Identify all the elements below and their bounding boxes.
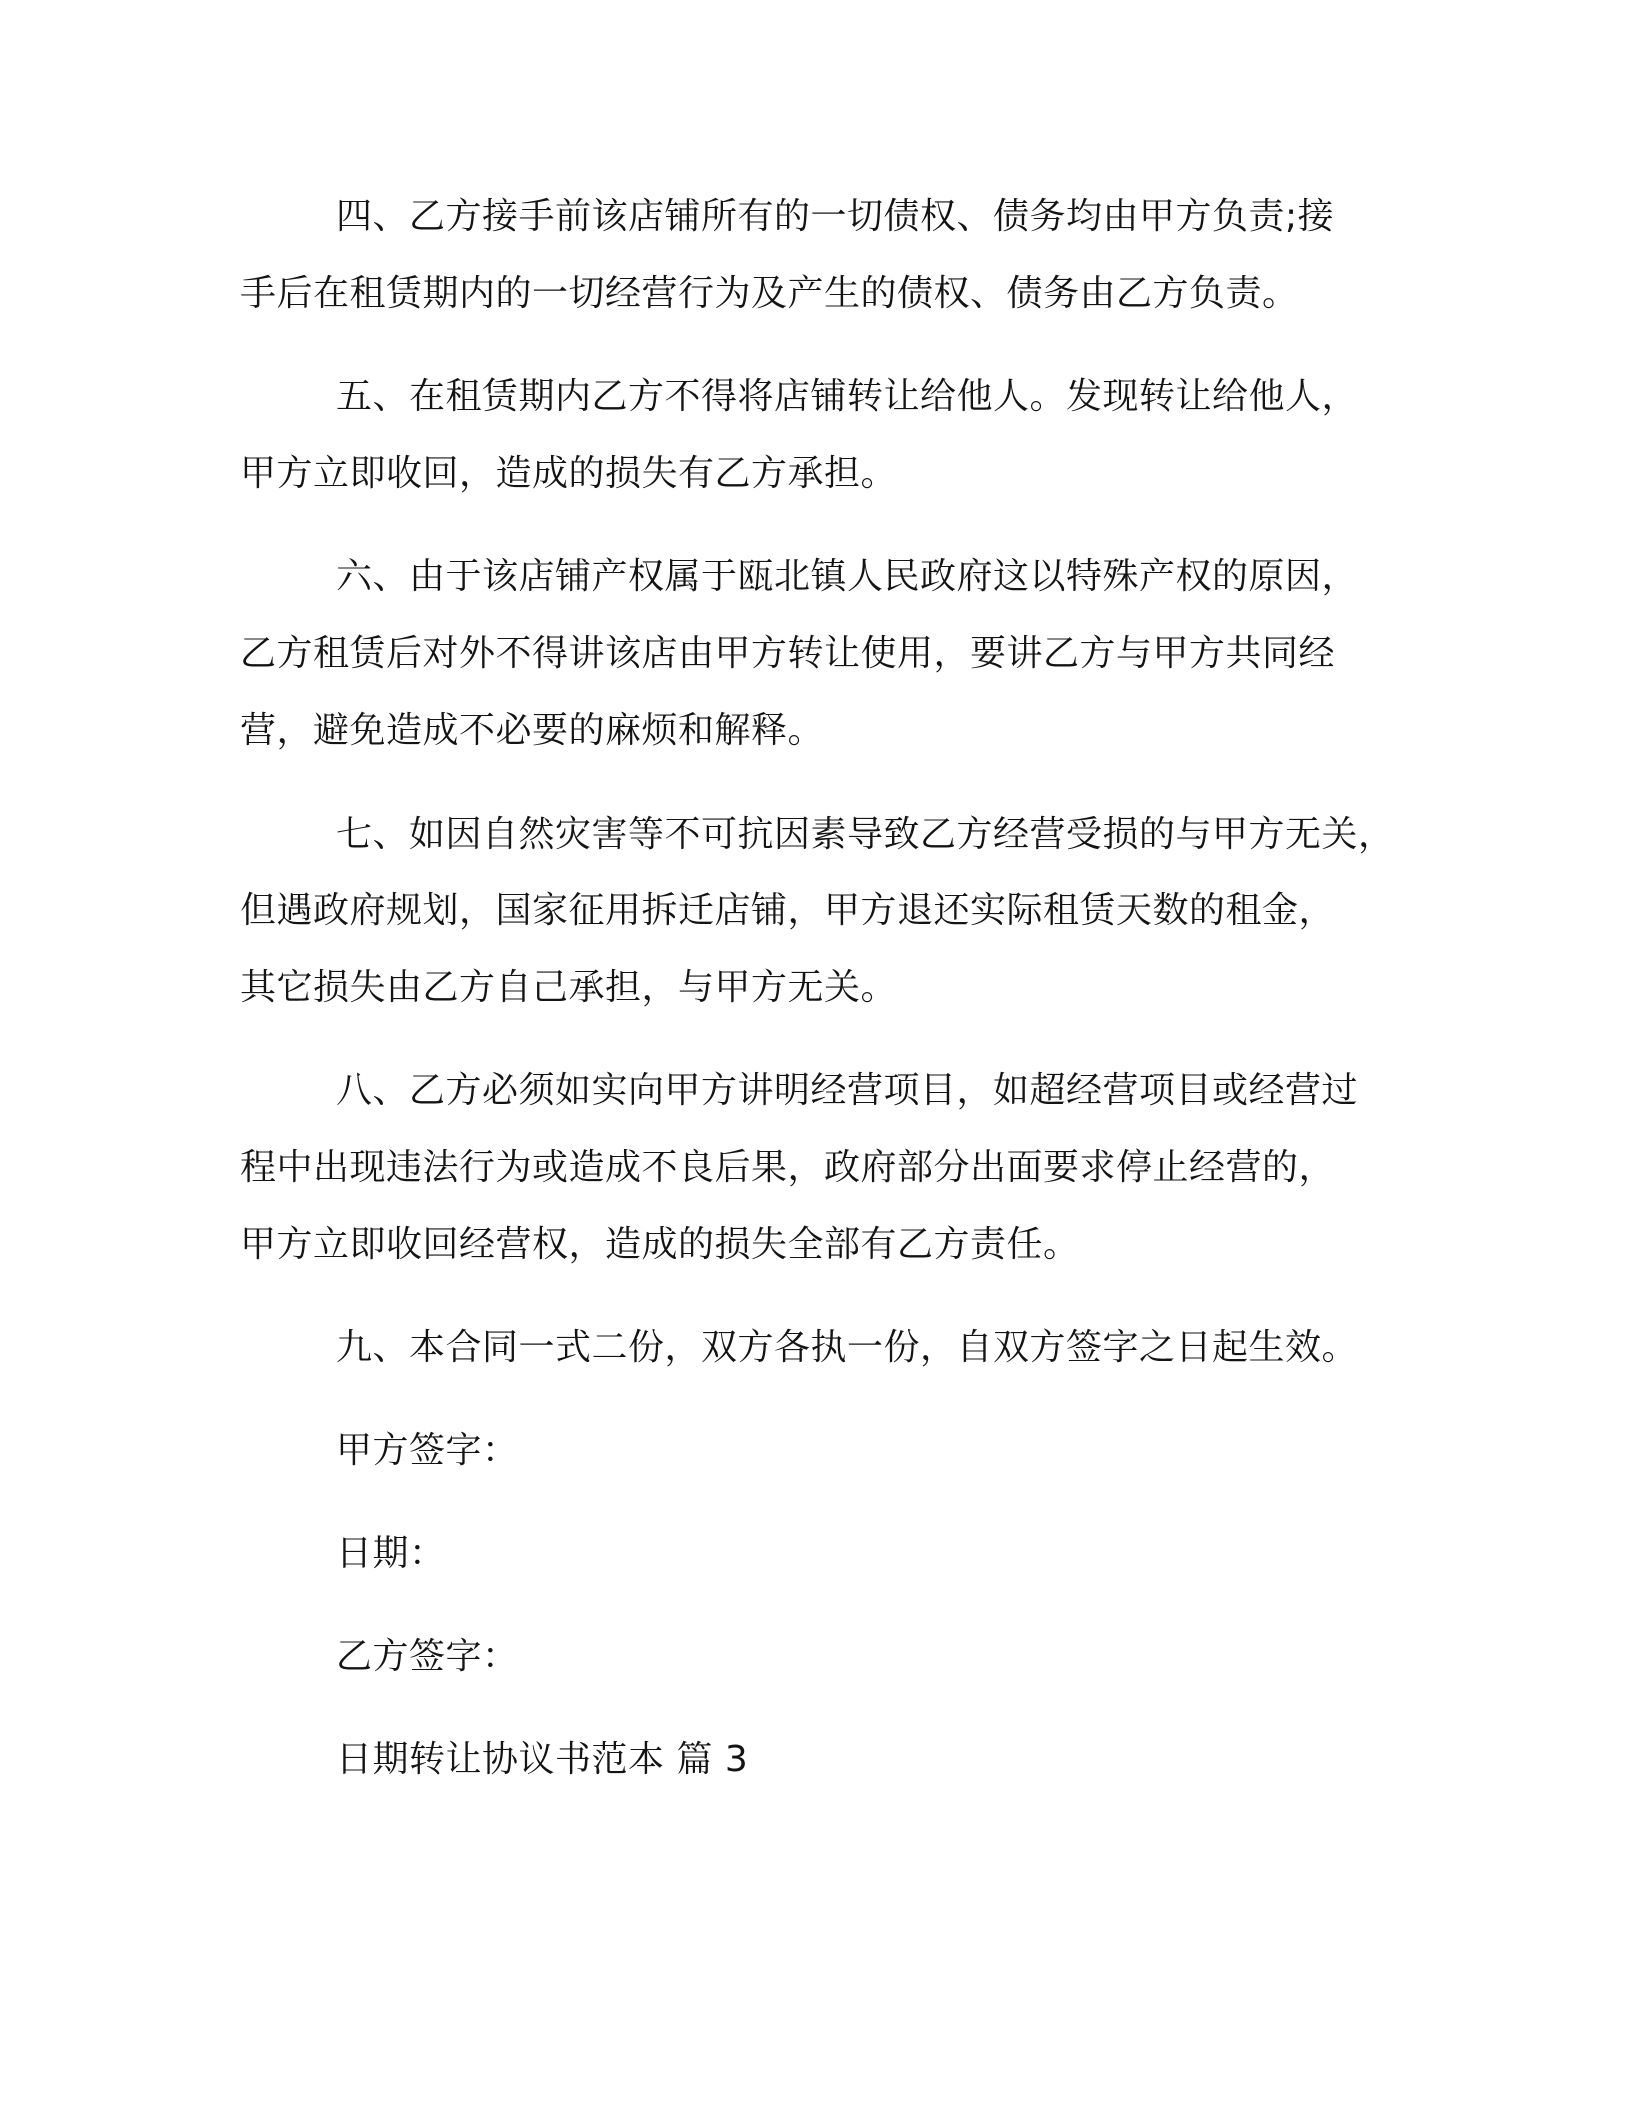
clause-6-line-1: 六、由于该店铺产权属于瓯北镇人民政府这以特殊产权的原因， [336,556,1359,597]
section-title: 日期转让协议书范本 篇 3 [336,1739,749,1780]
clause-4-line-2: 手后在租赁期内的一切经营行为及产生的债权、债务由乙方负责。 [240,273,1299,314]
clause-5-line-2: 甲方立即收回，造成的损失有乙方承担。 [240,453,898,494]
clause-8-line-3: 甲方立即收回经营权，造成的损失全部有乙方责任。 [240,1224,1080,1265]
clause-8-line-1: 八、乙方必须如实向甲方讲明经营项目，如超经营项目或经营过 [336,1070,1359,1111]
clause-7-line-2: 但遇政府规划，国家征用拆迁店铺，甲方退还实际租赁天数的租金， [240,890,1336,931]
clause-4-line-1: 四、乙方接手前该店铺所有的一切债权、债务均由甲方负责;接 [336,196,1335,237]
clause-6-line-3: 营，避免造成不必要的麻烦和解释。 [240,710,825,751]
date-label: 日期： [336,1533,446,1574]
clause-5-line-1: 五、在租赁期内乙方不得将店铺转让给他人。发现转让给他人， [336,376,1359,417]
clause-6-line-2: 乙方租赁后对外不得讲该店由甲方转让使用，要讲乙方与甲方共同经 [240,633,1336,674]
clause-9-line-1: 九、本合同一式二份，双方各执一份，自双方签字之日起生效。 [336,1327,1359,1368]
clause-7-line-3: 其它损失由乙方自己承担，与甲方无关。 [240,967,898,1008]
clause-8-line-2: 程中出现违法行为或造成不良后果，政府部分出面要求停止经营的， [240,1147,1336,1188]
clause-7-line-1: 七、如因自然灾害等不可抗因素导致乙方经营受损的与甲方无关， [336,814,1395,855]
party-a-signature-label: 甲方签字： [336,1430,519,1471]
party-b-signature-label: 乙方签字： [336,1636,519,1677]
